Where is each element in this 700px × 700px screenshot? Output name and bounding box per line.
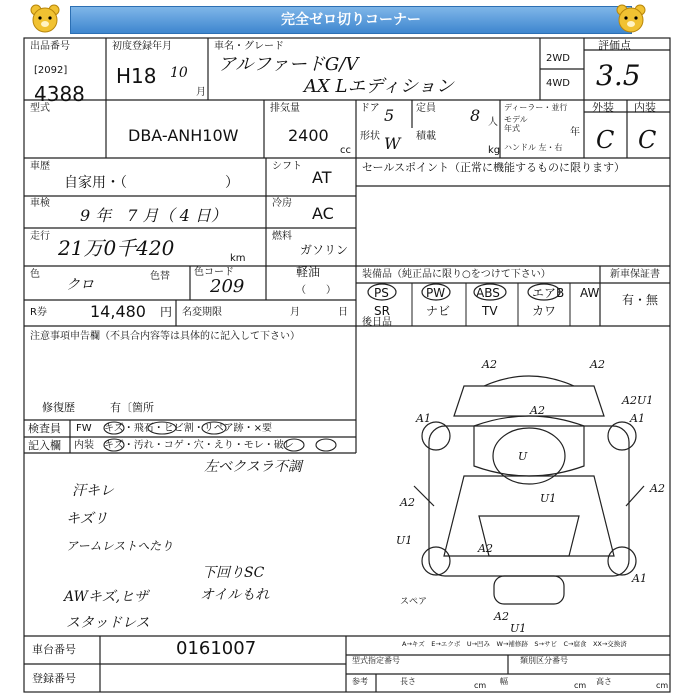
length-label: 長さ — [400, 677, 416, 686]
aircon-label: 冷房 — [272, 198, 292, 209]
capacity-label: 定員 — [416, 103, 436, 114]
color-change-label: 色替 — [150, 271, 170, 282]
category-label: 類別区分番号 — [520, 656, 568, 665]
first-reg-label: 初度登録年月 — [112, 41, 172, 52]
equipment-label: 装備品（純正品に限り○をつけて下さい） — [362, 269, 551, 280]
car-grade: AX Lエディション — [304, 76, 454, 97]
fuel-other: （ ） — [296, 285, 336, 296]
width-unit: cm — [574, 681, 587, 690]
chassis-label: 車台番号 — [32, 643, 76, 656]
equip-ps: PS — [374, 286, 389, 300]
inspector-fw: FW — [76, 423, 92, 434]
damage-mark: A2 — [530, 404, 545, 417]
damage-mark: U1 — [510, 622, 527, 634]
car-damage-diagram — [394, 356, 670, 634]
inspection-value: 9 年 7 月（ 4 日） — [80, 206, 227, 225]
shift-label: シフト — [272, 161, 302, 172]
car-name-label: 車名・グレード — [214, 41, 284, 52]
registration-label: 登録番号 — [32, 672, 76, 685]
lot-sub: [2092] — [34, 65, 68, 76]
damage-mark: U1 — [540, 492, 557, 505]
exterior-grade: C — [596, 126, 615, 154]
fuel-diesel: 軽油 — [296, 265, 321, 279]
drive-4wd: 4WD — [546, 78, 570, 89]
model-label: 型式 — [30, 103, 50, 114]
ref-label: 参考 — [352, 677, 368, 686]
repair-label: 修復歴 — [42, 401, 75, 414]
damage-mark: A1 — [632, 572, 647, 585]
damage-mark: A1 — [630, 412, 645, 425]
lot-label: 出品番号 — [30, 41, 70, 52]
damage-mark: U — [518, 450, 528, 463]
equip-pw: PW — [426, 286, 446, 300]
spare-label: スペア — [400, 597, 428, 607]
damage-mark: A2 — [650, 482, 665, 495]
note-left-3: アームレストへたり — [66, 539, 174, 553]
damage-mark: U1 — [396, 534, 413, 547]
fuel-label: 燃料 — [272, 231, 292, 242]
equipment-circle-marks — [362, 283, 600, 326]
first-reg-year: H18 — [116, 64, 157, 88]
interior-label: 内装 — [634, 101, 656, 114]
interior-grade: C — [638, 126, 657, 154]
damage-mark: A2U1 — [622, 394, 654, 407]
damage-mark: A2 — [478, 542, 493, 555]
fuel-gas: ガソリン — [300, 243, 349, 257]
r-ticket-label: R券 — [30, 307, 47, 318]
damage-mark: A1 — [416, 412, 431, 425]
dealer-label: ディーラー・並行 — [504, 103, 568, 112]
equip-navi: ナビ — [426, 304, 451, 318]
handle-label: ハンドル 左・右 — [504, 143, 563, 152]
first-reg-month: 10 — [170, 65, 188, 81]
mileage-unit: km — [230, 253, 246, 264]
load-label: 積載 — [416, 131, 436, 142]
name-change-label: 名変期限 — [182, 307, 222, 318]
chassis-number: 0161007 — [176, 638, 257, 659]
inspection-circle-marks — [100, 420, 356, 453]
r-ticket-unit: 円 — [160, 305, 173, 319]
new-warranty-label: 新車保証書 — [610, 269, 660, 280]
equip-leather: カワ — [532, 304, 557, 318]
mileage-label: 走行 — [30, 231, 50, 242]
damage-mark: A2 — [400, 496, 415, 509]
model-year-label1: モデル — [504, 115, 528, 124]
color-label: 色 — [30, 269, 40, 280]
equip-airbag: エアB — [532, 286, 565, 300]
note-right-3: オイルもれ — [200, 587, 270, 603]
model-year-label2: 年式 — [504, 124, 520, 133]
load-unit: kg — [488, 145, 501, 156]
damage-mark: A2 — [482, 358, 497, 371]
shift-value: AT — [312, 168, 332, 187]
note-left-2: キズリ — [66, 511, 108, 527]
new-warranty-value: 有・無 — [622, 293, 659, 307]
damage-mark: A2 — [590, 358, 605, 371]
capacity-unit: 人 — [488, 117, 498, 128]
exterior-label: 外装 — [592, 101, 614, 114]
color-code: 209 — [210, 276, 245, 297]
shape-label: 形状 — [360, 131, 380, 142]
entry-label: 記入欄 — [28, 439, 61, 452]
inspector-label: 検査員 — [28, 422, 61, 435]
equip-aw: AW — [580, 286, 600, 300]
entry-items: キズ・汚れ・コゲ・穴・えり・モレ・破レ — [104, 440, 294, 451]
color-value: クロ — [66, 277, 94, 293]
height-unit: cm — [656, 681, 669, 690]
height-label: 高さ — [596, 677, 612, 686]
rear-item-label: 後日品 — [362, 317, 392, 328]
score-value: 3.5 — [596, 59, 641, 92]
note-right-2: 下回りSC — [202, 565, 265, 581]
note-left-5: スタッドレス — [66, 615, 150, 631]
displacement-label: 排気量 — [270, 103, 300, 114]
entry-interior: 内装 — [74, 440, 94, 451]
r-ticket-value: 14,480 — [90, 302, 146, 321]
drive-2wd: 2WD — [546, 53, 570, 64]
sales-point-label: セールスポイント（正常に機能するものに限ります） — [362, 161, 626, 174]
inspector-items: キズ・飛石・ヒビ割・リペア跡・×要 — [104, 423, 272, 434]
length-unit: cm — [474, 681, 487, 690]
lot-number: 4388 — [34, 82, 85, 106]
damage-legend: A→キズ E→エクボ U→凹み W→補修跡 S→サビ C→腐食 XX→交換済 — [402, 640, 627, 648]
note-left-1: 汗キレ — [72, 483, 114, 499]
history-label: 車歴 — [30, 161, 50, 172]
shape-value: W — [384, 134, 401, 153]
model-year-unit: 年 — [570, 127, 580, 138]
displacement-unit: cc — [340, 145, 351, 156]
doors-label: ドア — [360, 103, 380, 114]
name-change-month: 月 — [290, 307, 300, 318]
history-value: 自家用・（ ） — [64, 175, 239, 191]
doors-value: 5 — [384, 106, 395, 125]
width-label: 幅 — [500, 677, 508, 686]
equip-abs: ABS — [476, 286, 500, 300]
notes-label: 注意事項申告欄（不具合内容等は具体的に記入して下さい） — [30, 331, 300, 342]
equip-tv: TV — [482, 304, 498, 318]
repair-value: 有〔箇所 — [110, 401, 154, 414]
note-right-1: 左ベクスラ不調 — [204, 459, 302, 475]
equip-sr: SR — [374, 304, 390, 318]
damage-mark: A2 — [494, 610, 509, 623]
model-value: DBA-ANH10W — [128, 126, 239, 145]
capacity-value: 8 — [470, 106, 481, 125]
score-label: 評価点 — [598, 39, 631, 52]
page-banner: 完全ゼロ切りコーナー — [70, 6, 632, 34]
name-change-day: 日 — [338, 307, 348, 318]
color-code-label: 色コード — [194, 267, 234, 278]
note-left-4: AWキズ,ヒザ — [64, 589, 149, 605]
inspection-label: 車検 — [30, 198, 50, 209]
mileage-value: 21万0千420 — [58, 236, 175, 260]
displacement-value: 2400 — [288, 126, 329, 145]
type-designation-label: 型式指定番号 — [352, 656, 400, 665]
first-reg-month-unit: 月 — [196, 87, 206, 98]
aircon-value: AC — [312, 204, 334, 223]
car-name: アルファードG/V — [218, 54, 359, 75]
